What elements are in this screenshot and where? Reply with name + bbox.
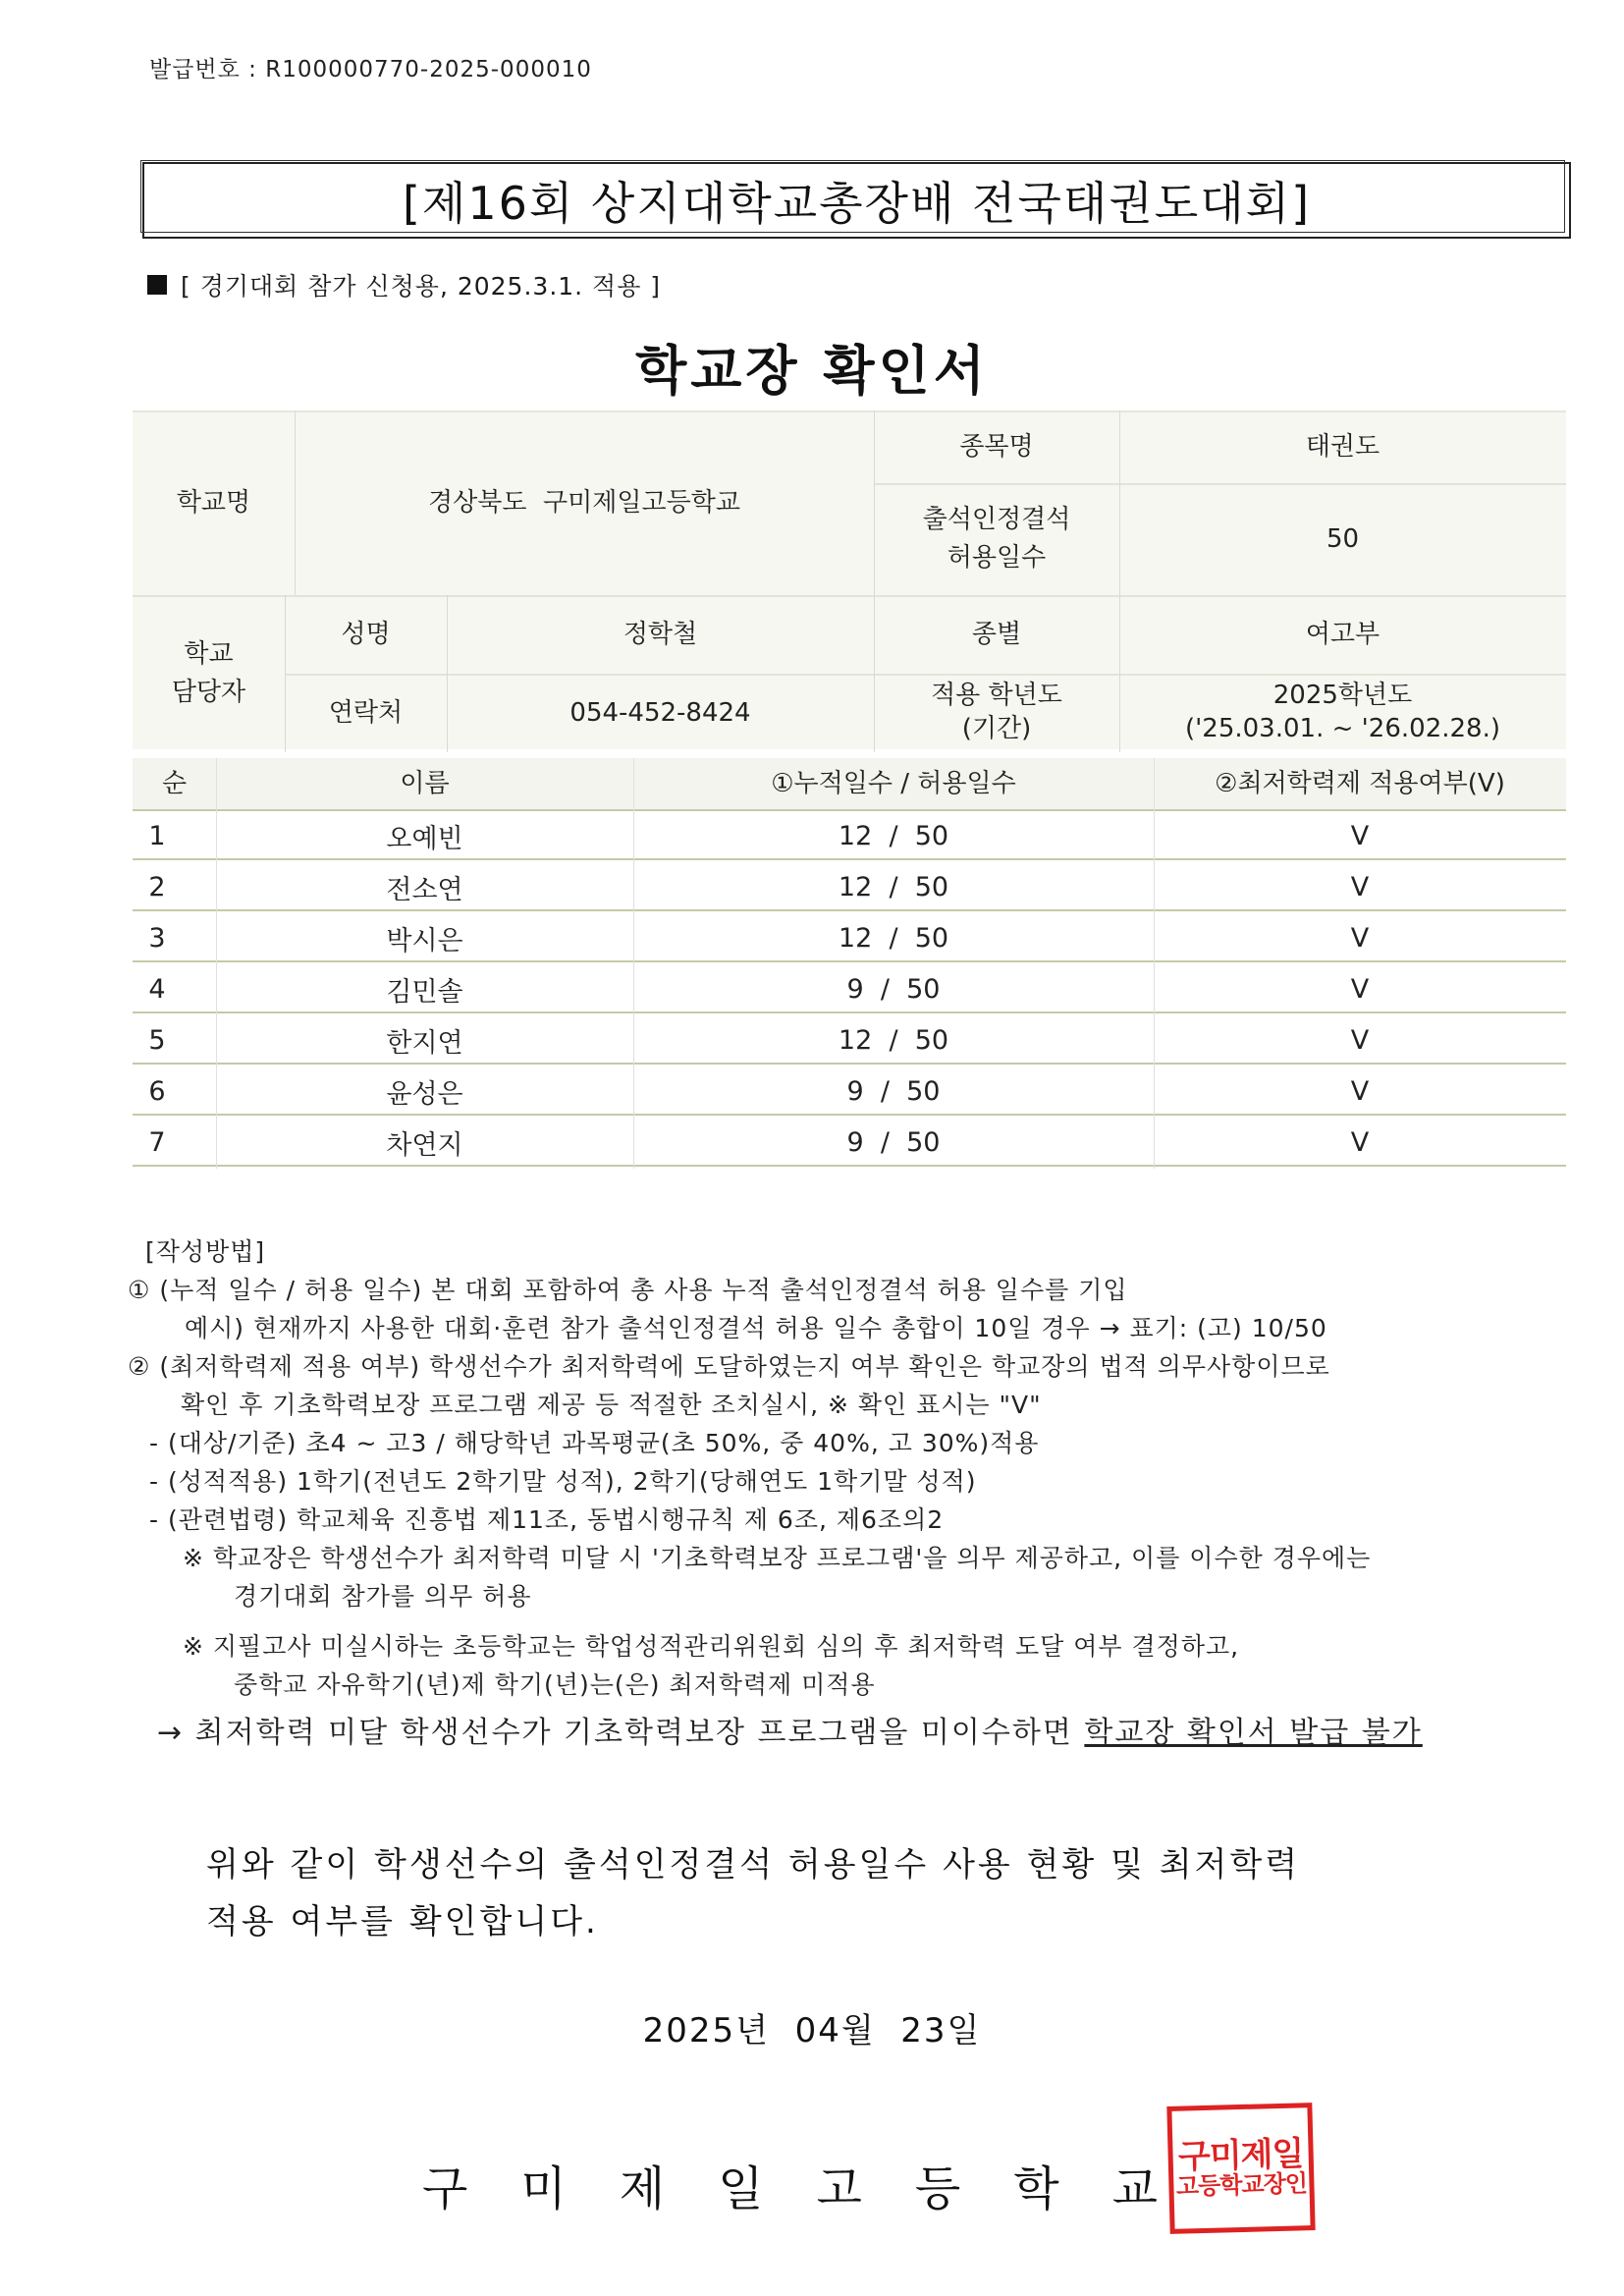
- row-no: 1: [148, 820, 166, 851]
- header-name: 이름: [400, 768, 450, 798]
- table-row: [133, 913, 1566, 962]
- method-line-12-text: → 최저학력 미달 학생선수가 기초학력보장 프로그램을 미이수하면: [157, 1716, 1085, 1750]
- row-name: 차연지: [386, 1129, 463, 1161]
- method-line-8: ※ 학교장은 학생선수가 최저학력 미달 시 '기초학력보장 프로그램'을 의무 제공하고, 이를 이수한 경우에는: [183, 1544, 1372, 1572]
- method-line-5: - (대상/기준) 초4 ~ 고3 / 해당학년 과목평균(초 50%, 중 40%, 고 30%)적용: [149, 1429, 1040, 1457]
- school-signature: 구미제일고등학교: [422, 2161, 1211, 2216]
- method-line-3: ② (최저학력제 적용 여부) 학생선수가 최저학력에 도달하였는지 여부 확인은 학교장의 법적 의무사항이므로: [128, 1352, 1330, 1381]
- row-days: 9 / 50: [846, 1126, 941, 1158]
- contact-value: 054-452-8424: [569, 697, 751, 728]
- row-check: V: [1350, 871, 1370, 902]
- name-value: 정학철: [623, 619, 698, 649]
- method-line-4: 확인 후 기초학력보장 프로그램 제공 등 적절한 조치실시, ※ 확인 표시는 "V": [181, 1391, 1042, 1419]
- conclusion: [206, 1836, 1300, 1950]
- header-days: ①누적일수 / 허용일수: [771, 768, 1016, 798]
- year-value: [1119, 674, 1566, 752]
- row-name: 윤성은: [386, 1078, 463, 1110]
- row-no: 6: [148, 1075, 166, 1107]
- staff-label-line1: 학교: [184, 639, 234, 669]
- method-line-2: 예시) 현재까지 사용한 대회·훈련 참가 출석인정결석 허용 일수 총합이 10일 경우 → 표기: (고) 10/50: [185, 1314, 1327, 1342]
- table-row: [133, 1118, 1566, 1167]
- black-square-icon: [147, 275, 167, 295]
- method-line-9: 경기대회 참가를 의무 허용: [234, 1582, 532, 1611]
- row-name: 박시은: [386, 925, 463, 957]
- contact-label: 연락처: [328, 697, 404, 728]
- conclusion-line-2: 적용 여부를 확인합니다.: [206, 1902, 599, 1941]
- row-check: V: [1350, 820, 1370, 851]
- document-title: 학교장 확인서: [635, 340, 989, 402]
- event-title-box: [142, 162, 1571, 239]
- row-check: V: [1350, 1024, 1370, 1056]
- row-days: 12 / 50: [838, 922, 949, 954]
- category-label: 종별: [971, 619, 1022, 649]
- absence-value: 50: [1326, 523, 1360, 554]
- row-no: 3: [148, 922, 166, 954]
- row-days: 12 / 50: [838, 820, 949, 851]
- row-no: 5: [148, 1024, 166, 1056]
- row-name: 한지연: [386, 1027, 463, 1059]
- table-row: [133, 1015, 1566, 1065]
- absence-label-line1: 출석인정결석: [922, 505, 1071, 534]
- staff-label-line2: 담당자: [171, 678, 246, 707]
- category-value: 여고부: [1305, 619, 1380, 649]
- method-line-11: 중학교 자유학기(년)제 학기(년)는(은) 최저학력제 미적용: [234, 1670, 876, 1699]
- row-check: V: [1350, 1075, 1370, 1107]
- row-check: V: [1350, 922, 1370, 954]
- year-label: [874, 674, 1119, 752]
- header-check: ②최저학력제 적용여부(V): [1215, 768, 1505, 798]
- method-line-12: [157, 1708, 1423, 1751]
- school-seal-stamp: [1166, 2103, 1315, 2234]
- row-days: 12 / 50: [838, 1024, 949, 1056]
- method-line-10: ※ 지필고사 미실시하는 초등학교는 학업성적관리위원회 심의 후 최저학력 도달 여부 결정하고,: [183, 1632, 1240, 1661]
- method-heading: [작성방법]: [145, 1237, 266, 1266]
- seal-line-2: 고등학교장인: [1175, 2169, 1308, 2201]
- method-line-6: - (성적적용) 1학기(전년도 2학기말 성적), 2학기(당해연도 1학기말 성적): [149, 1467, 977, 1496]
- school-label: 학교명: [176, 487, 251, 518]
- year-label-line1: 적용 학년도: [931, 681, 1062, 711]
- sport-label: 종목명: [959, 431, 1034, 462]
- absence-label: [874, 483, 1119, 595]
- table-row: [133, 1066, 1566, 1116]
- header-no: 순: [161, 768, 188, 798]
- issue-date: 2025년 04월 23일: [642, 2011, 982, 2050]
- row-no: 4: [148, 973, 166, 1005]
- row-name: 오예빈: [386, 823, 463, 854]
- method-line-12-emphasis: 학교장 확인서 발급 불가: [1084, 1716, 1423, 1750]
- name-label: 성명: [341, 619, 391, 649]
- row-days: 9 / 50: [846, 973, 941, 1005]
- usage-note: [147, 267, 661, 302]
- absence-label-line2: 허용일수: [947, 543, 1047, 573]
- method-line-1: ① (누적 일수 / 허용 일수) 본 대회 포함하여 총 사용 누적 출석인정결석 허용 일수를 기입: [128, 1276, 1128, 1304]
- seal-line-1: 구미제일: [1177, 2133, 1304, 2177]
- issue-number: 발급번호 : R100000770-2025-000010: [149, 57, 592, 82]
- table-row: [133, 811, 1566, 860]
- row-name: 전소연: [386, 874, 463, 905]
- year-label-line2: (기간): [961, 714, 1032, 743]
- row-days: 12 / 50: [838, 871, 949, 902]
- conclusion-line-1: 위와 같이 학생선수의 출석인정결석 허용일수 사용 현황 및 최저학력: [206, 1845, 1301, 1885]
- row-check: V: [1350, 1126, 1370, 1158]
- year-value-line2: ('25.03.01. ~ '26.02.28.): [1185, 714, 1500, 743]
- row-no: 2: [148, 871, 166, 902]
- table-row: [133, 964, 1566, 1013]
- row-no: 7: [148, 1126, 166, 1158]
- school-value: 경상북도 구미제일고등학교: [428, 487, 740, 518]
- method-line-7: - (관련법령) 학교체육 진흥법 제11조, 동법시행규칙 제 6조, 제6조의2: [149, 1505, 945, 1534]
- row-days: 9 / 50: [846, 1075, 941, 1107]
- usage-note-text: [ 경기대회 참가 신청용, 2025.3.1. 적용 ]: [181, 272, 662, 301]
- year-value-line1: 2025학년도: [1272, 681, 1413, 711]
- event-title: [제16회 상지대학교총장배 전국태권도대회]: [402, 177, 1312, 230]
- sport-value: 태권도: [1305, 431, 1380, 462]
- row-check: V: [1350, 973, 1370, 1005]
- table-row: [133, 862, 1566, 911]
- staff-label: [133, 595, 285, 752]
- row-name: 김민솔: [386, 976, 463, 1008]
